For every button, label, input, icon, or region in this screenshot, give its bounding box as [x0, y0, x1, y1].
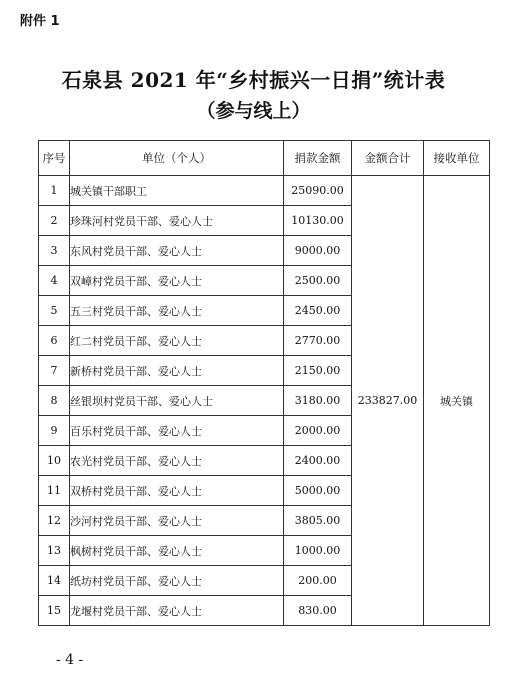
row-amount-cell: 200.00 — [284, 566, 352, 596]
row-unit-cell: 双嶂村党员干部、爱心人士 — [70, 266, 284, 296]
row-amount-cell: 2000.00 — [284, 416, 352, 446]
row-amount-cell: 10130.00 — [284, 206, 352, 236]
column-header-amount: 捐款金额 — [284, 141, 352, 176]
receiving-unit-cell: 城关镇 — [424, 176, 490, 626]
row-amount-cell: 9000.00 — [284, 236, 352, 266]
row-index-cell: 8 — [39, 386, 70, 416]
table-row — [39, 176, 490, 206]
row-index-cell: 10 — [39, 446, 70, 476]
column-header-total: 金额合计 — [352, 141, 424, 176]
row-amount-cell: 830.00 — [284, 596, 352, 626]
row-amount-cell: 2500.00 — [284, 266, 352, 296]
row-amount-cell: 1000.00 — [284, 536, 352, 566]
column-header-index: 序号 — [39, 141, 70, 176]
row-index-cell: 15 — [39, 596, 70, 626]
row-unit-cell: 枫树村党员干部、爱心人士 — [70, 536, 284, 566]
row-index-cell: 12 — [39, 506, 70, 536]
row-amount-cell: 2150.00 — [284, 356, 352, 386]
row-index-cell: 5 — [39, 296, 70, 326]
table-header-row — [39, 141, 490, 176]
row-index-cell: 13 — [39, 536, 70, 566]
attachment-label: 附件 1 — [20, 14, 60, 29]
row-index-cell: 6 — [39, 326, 70, 356]
row-amount-cell: 25090.00 — [284, 176, 352, 206]
row-unit-cell: 百乐村党员干部、爱心人士 — [70, 416, 284, 446]
row-amount-cell: 5000.00 — [284, 476, 352, 506]
row-unit-cell: 新桥村党员干部、爱心人士 — [70, 356, 284, 386]
document-title: 石泉县 2021 年“乡村振兴一日捐”统计表 — [61, 68, 446, 92]
row-unit-cell: 双桥村党员干部、爱心人士 — [70, 476, 284, 506]
row-unit-cell: 红二村党员干部、爱心人士 — [70, 326, 284, 356]
donation-table — [38, 140, 490, 626]
row-unit-cell: 龙堰村党员干部、爱心人士 — [70, 596, 284, 626]
row-amount-cell: 2400.00 — [284, 446, 352, 476]
row-index-cell: 2 — [39, 206, 70, 236]
row-index-cell: 1 — [39, 176, 70, 206]
row-amount-cell: 2450.00 — [284, 296, 352, 326]
row-unit-cell: 城关镇干部职工 — [70, 176, 284, 206]
row-index-cell: 4 — [39, 266, 70, 296]
row-index-cell: 14 — [39, 566, 70, 596]
row-unit-cell: 沙河村党员干部、爱心人士 — [70, 506, 284, 536]
row-amount-cell: 3180.00 — [284, 386, 352, 416]
column-header-unit: 单位（个人） — [70, 141, 284, 176]
row-index-cell: 9 — [39, 416, 70, 446]
page-number: - 4 - — [56, 652, 84, 668]
row-index-cell: 3 — [39, 236, 70, 266]
row-unit-cell: 农光村党员干部、爱心人士 — [70, 446, 284, 476]
row-unit-cell: 丝银坝村党员干部、爱心人士 — [70, 386, 284, 416]
row-index-cell: 11 — [39, 476, 70, 506]
row-unit-cell: 纸坊村党员干部、爱心人士 — [70, 566, 284, 596]
total-amount-cell: 233827.00 — [352, 176, 424, 626]
row-amount-cell: 2770.00 — [284, 326, 352, 356]
row-unit-cell: 五三村党员干部、爱心人士 — [70, 296, 284, 326]
table-body — [39, 176, 490, 626]
row-unit-cell: 东风村党员干部、爱心人士 — [70, 236, 284, 266]
row-index-cell: 7 — [39, 356, 70, 386]
column-header-receiver: 接收单位 — [424, 141, 490, 176]
document-subtitle: （参与线上） — [196, 100, 311, 122]
row-unit-cell: 珍珠河村党员干部、爱心人士 — [70, 206, 284, 236]
row-amount-cell: 3805.00 — [284, 506, 352, 536]
